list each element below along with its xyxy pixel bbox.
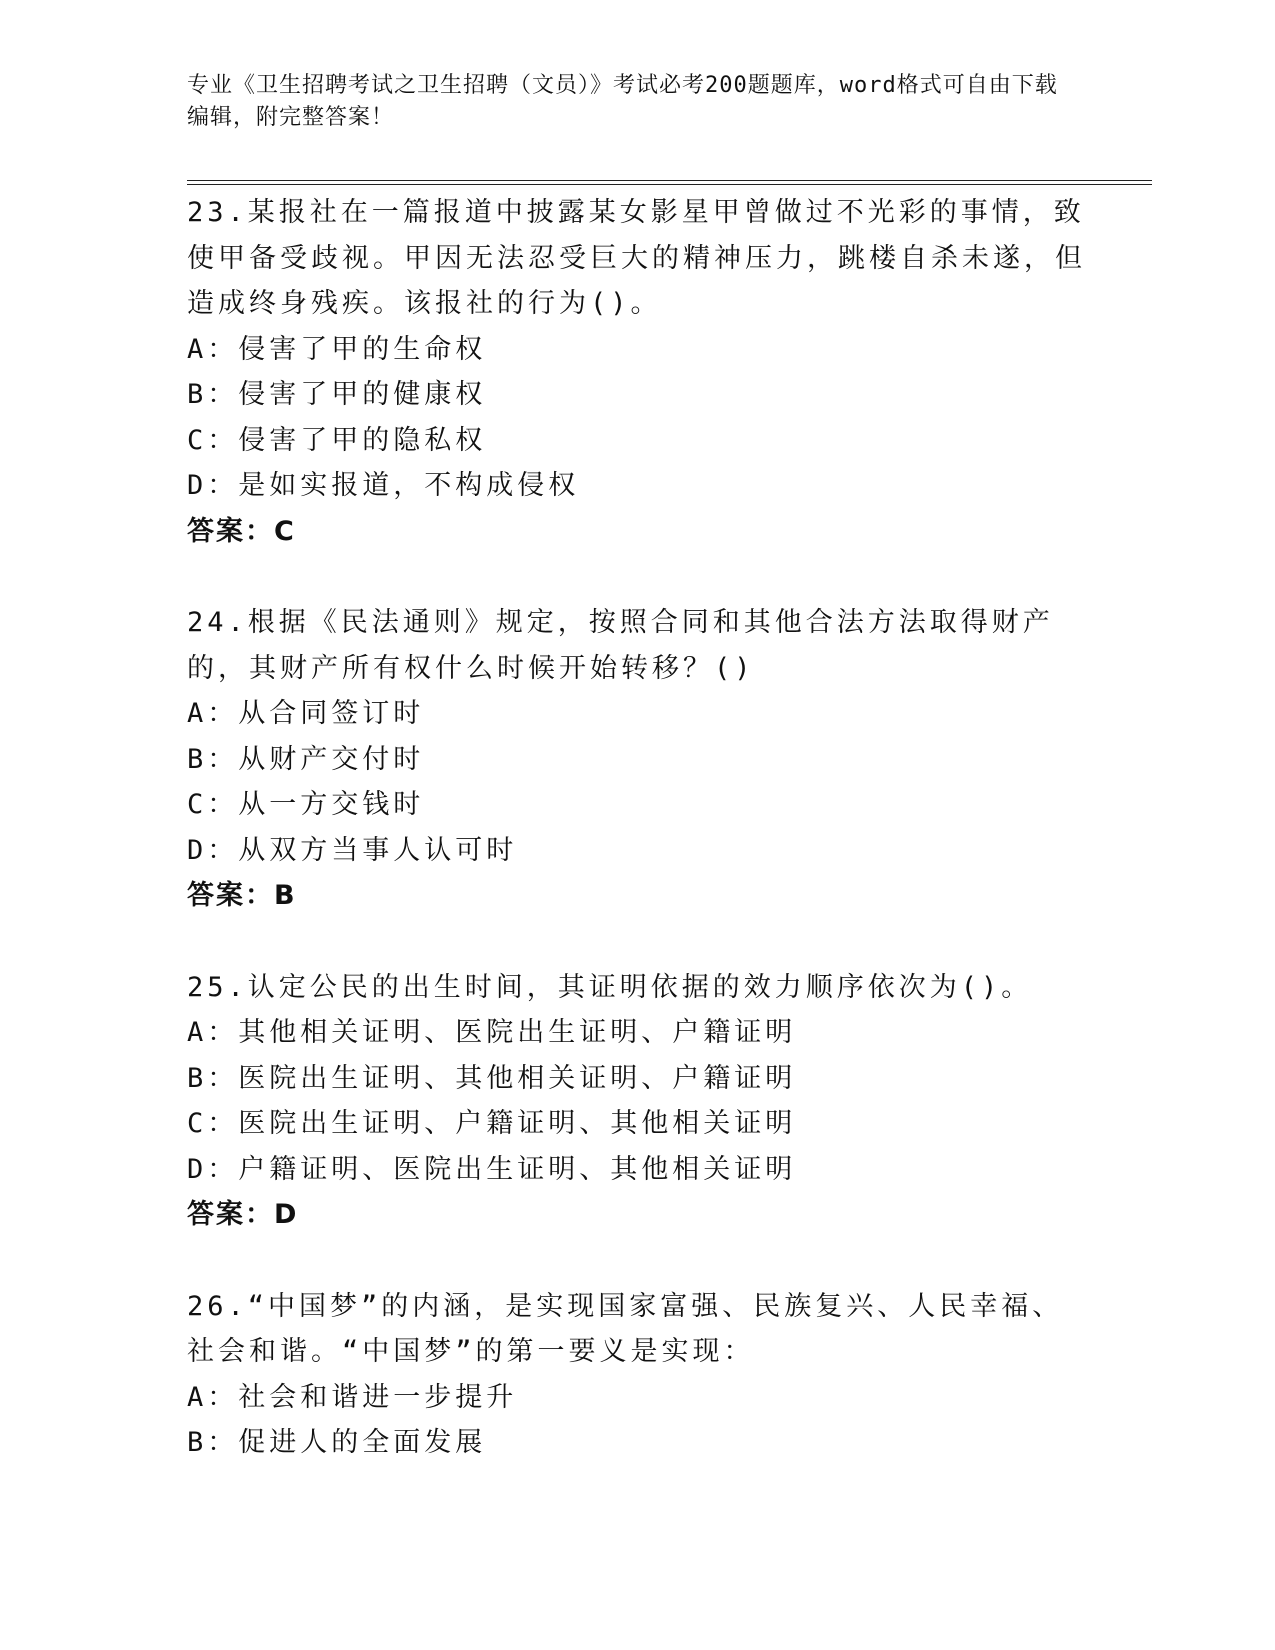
question-text: 25.认定公民的出生时间，其证明依据的效力顺序依次为()。	[187, 971, 1033, 1003]
question-23	[187, 190, 1087, 554]
option-a: A：侵害了甲的生命权	[187, 333, 487, 365]
spacer	[187, 919, 1087, 965]
option-b: B：医院出生证明、其他相关证明、户籍证明	[187, 1062, 797, 1094]
option-b: B：从财产交付时	[187, 743, 425, 775]
question-26	[187, 1284, 1087, 1466]
question-text: 23.某报社在一篇报道中披露某女影星甲曾做过不光彩的事情，致使甲备受歧视。甲因无法忍受巨大的精神压力，跳楼自杀未遂，但造成终身残疾。该报社的行为()。	[187, 197, 1086, 319]
option-a: A：其他相关证明、医院出生证明、户籍证明	[187, 1017, 797, 1048]
option-c: C：医院出生证明、户籍证明、其他相关证明	[187, 1108, 797, 1139]
option-c: C：从一方交钱时	[187, 789, 425, 820]
answer-label: 答案：C	[187, 515, 296, 547]
question-list	[187, 190, 1087, 1466]
answer-label: 答案：B	[187, 880, 297, 911]
option-d: D：户籍证明、医院出生证明、其他相关证明	[187, 1153, 797, 1185]
answer-label: 答案：D	[187, 1199, 299, 1230]
option-a: A：从合同签订时	[187, 698, 425, 729]
option-c: C：侵害了甲的隐私权	[187, 424, 487, 456]
question-text: 26.“中国梦”的内涵，是实现国家富强、民族复兴、人民幸福、社会和谐。“中国梦”的第一要义是实现：	[187, 1290, 1064, 1367]
header-rule-bottom	[187, 184, 1152, 185]
option-d: D：是如实报道，不构成侵权	[187, 470, 580, 501]
question-24	[187, 600, 1087, 919]
spacer	[187, 554, 1087, 600]
option-b: B：促进人的全面发展	[187, 1427, 487, 1458]
document-header: 专业《卫生招聘考试之卫生招聘（文员）》考试必考200题题库，word格式可自由下载编辑，附完整答案！	[187, 73, 1058, 130]
header-rule-top	[187, 180, 1152, 181]
option-d: D：从双方当事人认可时	[187, 834, 518, 866]
spacer	[187, 1238, 1087, 1284]
option-a: A：社会和谐进一步提升	[187, 1381, 518, 1413]
question-text: 24.根据《民法通则》规定，按照合同和其他合法方法取得财产的，其财产所有权什么时候开始转移？()	[187, 607, 1054, 684]
question-25	[187, 965, 1087, 1238]
option-b: B：侵害了甲的健康权	[187, 379, 487, 410]
